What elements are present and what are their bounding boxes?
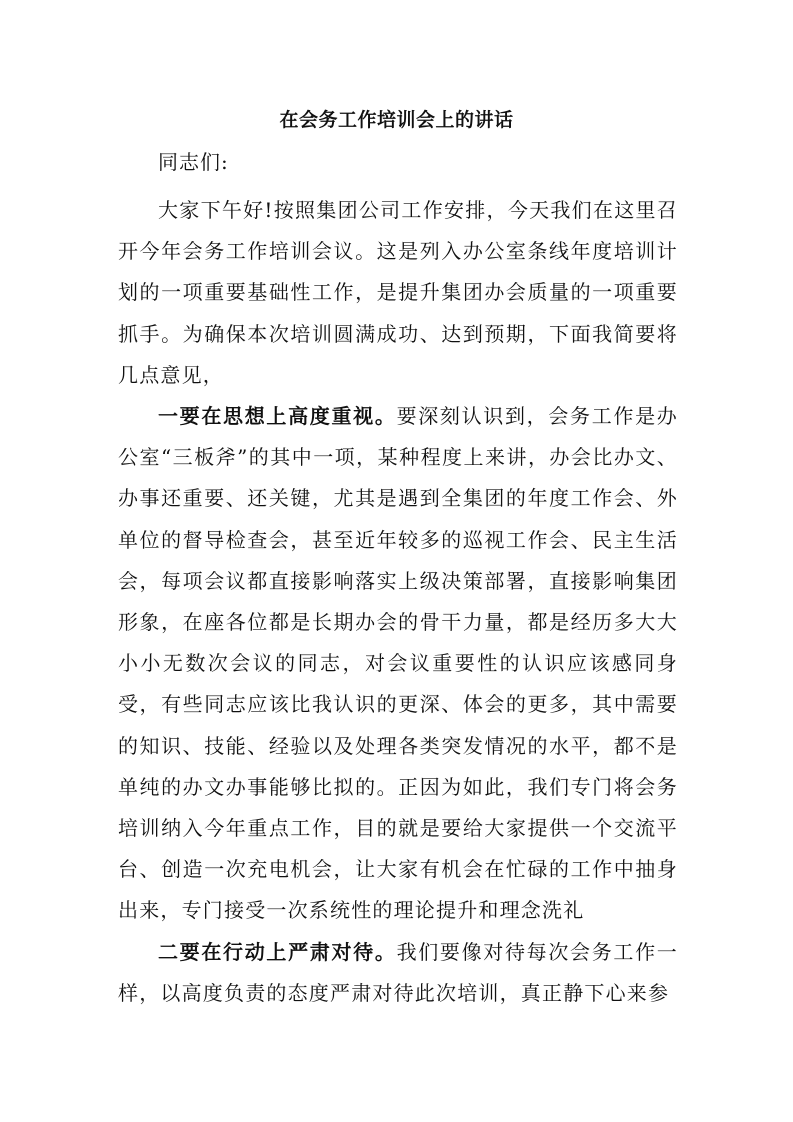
paragraph-text: 要深刻认识到，会务工作是办公室“三板斧”的其中一项，某种程度上来讲，办会比办文、办事还重要、还关键，尤其是遇到全集团的年度工作会、外单位的督导检查会，甚至近年较多的巡视工作会、民主生活会，每项会议都直接影响落实上级决策部署，直接影响集团形象，在座各位都是长期办会的骨干力量，都是经历多大大小小无数次会议的同志，对会议重要性的认识应该感同身受，有些同志应该比我认识的更深、体会的更多，其中需要的知识、技能、经验以及处理各类突发情况的水平，都不是单纯的办文办事能够比拟的。正因为如此，我们专门将会务培训纳入今年重点工作，目的就是要给大家提供一个交流平台、创造一次充电机会，让大家有机会在忙碌的工作中抽身出来，专门接受一次系统性的理论提升和理念洗礼	[118, 404, 678, 923]
paragraph-point-two	[118, 932, 678, 1014]
paragraph-heading: 二要在行动上严肃对待。	[158, 939, 397, 964]
paragraph-greeting	[118, 190, 678, 396]
salutation: 同志们:	[158, 150, 229, 174]
paragraph-text: 大家下午好!按照集团公司工作安排，今天我们在这里召开今年会务工作培训会议。这是列入办公室条线年度培训计划的一项重要基础性工作，是提升集团办会质量的一项重要抓手。为确保本次培训圆满成功、达到预期，下面我简要将几点意见，	[118, 198, 678, 387]
document-title: 在会务工作培训会上的讲话	[279, 109, 514, 131]
paragraph-point-one	[118, 396, 678, 932]
paragraph-heading: 一要在思想上高度重视。	[158, 404, 397, 429]
paragraph-text: 我们要像对待每次会务工作一样，以高度负责的态度严肃对待此次培训，真正静下心来参	[118, 939, 678, 1005]
document-body	[118, 190, 678, 1014]
